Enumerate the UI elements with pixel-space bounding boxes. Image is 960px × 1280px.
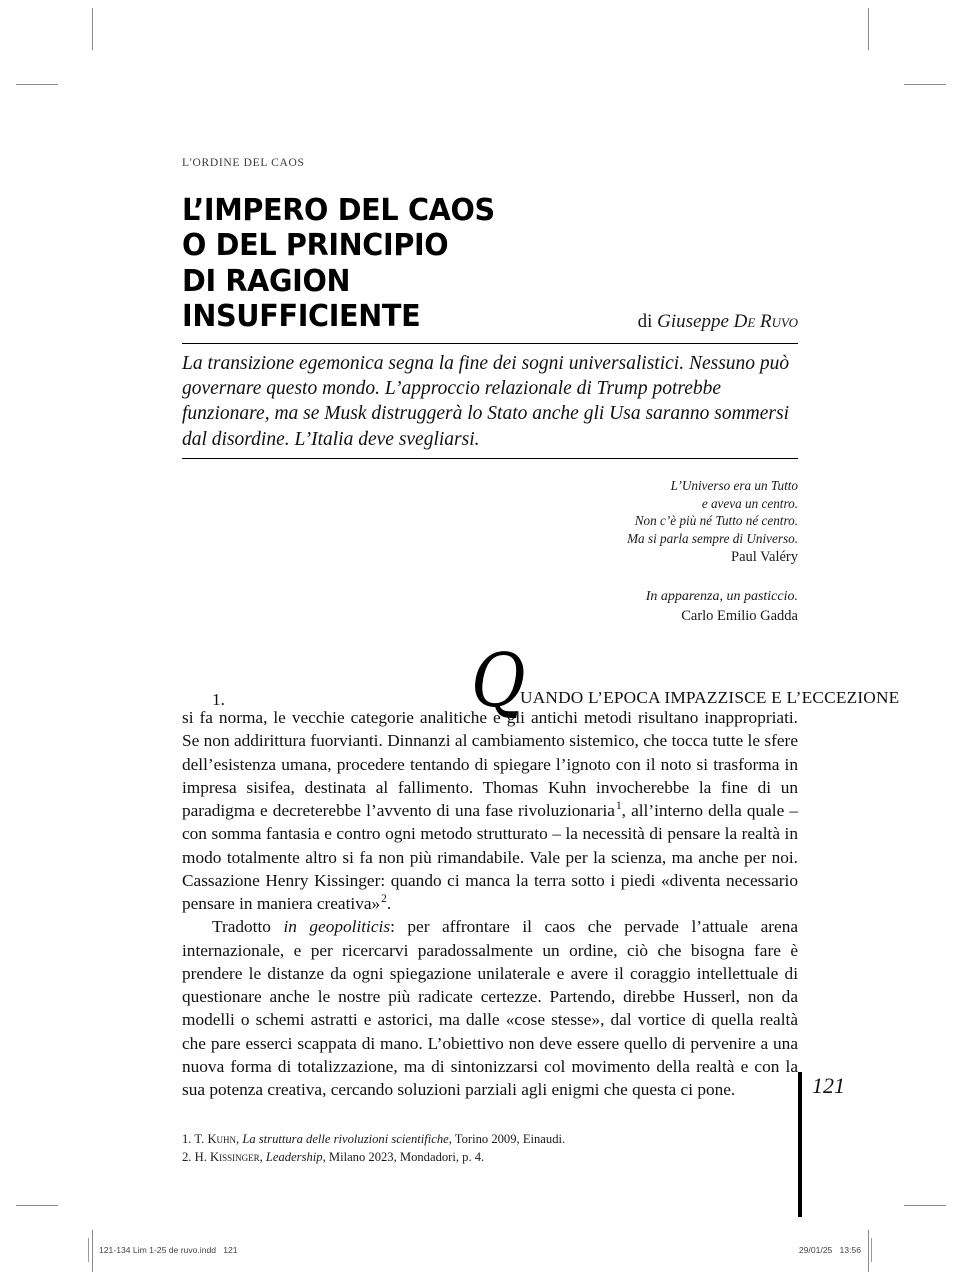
footnote-2-sep: , (259, 1149, 266, 1164)
footnote-1-rest: , Torino 2009, Einaudi. (448, 1132, 566, 1147)
footnote-2-work: Leadership (265, 1149, 323, 1164)
footnote-1-initial: T. (191, 1132, 208, 1147)
footnote-ref-2: 2 (381, 893, 387, 906)
epigraph-line: Non c’è più né Tutto né centro. (634, 513, 798, 529)
footnote-2-surname: Kissinger (210, 1149, 260, 1164)
epigraph-gadda (182, 588, 798, 626)
epigraph-attribution: Carlo Emilio Gadda (681, 607, 798, 624)
title-block (182, 193, 798, 335)
byline-surname: De Ruvo (733, 310, 798, 332)
slug-timestamp: 29/01/25 13:56 (798, 1245, 861, 1255)
paragraph-2-text-a: Tradotto (212, 917, 284, 937)
footnote-ref-1: 1 (615, 800, 622, 813)
paragraph-1-text-c: . (386, 894, 392, 914)
title-line-3: DI RAGION INSUFFICIENTE (182, 263, 421, 335)
crop-mark-bottom-left-horizontal (16, 1205, 58, 1206)
epigraph-line: Ma si parla sempre di Universo. (627, 530, 798, 546)
crop-mark-top-right-vertical (868, 8, 869, 50)
epigraph-attribution: Paul Valéry (731, 548, 798, 565)
crop-mark-top-left-horizontal (16, 84, 58, 85)
footnotes-block (182, 1131, 798, 1166)
footnote-2-initial: H. (191, 1149, 210, 1164)
footnote-1-sep: , (236, 1132, 243, 1147)
paragraph-1-text-a: si fa norma, le vecchie categorie analitiche e gli antichi metodi risultano inappropriati. Se non addirittura fuorvianti. Dinnanzi al cambiamento sistemico, che tocca tutte le sfere dell’esistenza umana, procedere tentando di spiegare l’ignoto con il noto si trasforma in impresa sisifea, destinata al fallimento. Thomas Kuhn invocherebbe la fine di un paradigma e decreterebbe l’avvento di una fase rivoluzionaria (182, 708, 798, 821)
rule-above-abstract (182, 343, 798, 344)
section-kicker: L'ORDINE DEL CAOS (182, 157, 305, 169)
footnote-2-rest: , Milano 2023, Mondadori, p. 4. (322, 1149, 485, 1164)
paragraph-1-text-b: , all’interno della quale – con somma fantasia e contro ogni metodo strutturato – la necessità di pensare la realtà in modo totalmente altro si fa non più rimandabile. Vale per la scienza, ma anche per noi. Cassazione Henry Kissinger: quando ci manca la terra sotto i piedi «diventa necessario pensare in maniera creativa» (182, 801, 798, 914)
epigraph-block (182, 477, 798, 626)
opening-line-block (182, 638, 900, 725)
footnote-1 (182, 1131, 798, 1148)
print-slug-footer (88, 1238, 872, 1262)
epigraph-valery (182, 477, 798, 567)
byline-first-name: Giuseppe (657, 310, 734, 332)
title-line-2: O DEL PRINCIPIO (182, 228, 449, 264)
epigraph-line: e aveva un centro. (701, 495, 798, 511)
crop-mark-top-left-vertical (92, 8, 93, 50)
epigraph-line: L’Universo era un Tutto (670, 477, 798, 493)
section-number: 1. (212, 690, 225, 710)
paragraph-2-text-b: : per affrontare il caos che pervade l’attuale arena internazionale, e per ricercarvi paradossalmente un ordine, ciò che bisogna fare è prendere le distanze da ogni spiegazione unilaterale e avere il coraggio intellettuale di questionare anche le nostre più radicate certezze. Partendo, direbbe Husserl, non da modelli o schemi astratti e astorici, ma dalle «cose stesse», dal vortice di quella realtà che pare esserci scappata di mano. L’obiettivo non deve essere quello di pervenire a una nuova forma di totalizzazione, ma di sintonizzarsi col movimento della realtà e con la sua potenza creativa, cercando soluzioni parziali agli enigmi che questa ci pone. (182, 917, 798, 1100)
slug-filename: 121-134 Lim 1-25 de ruvo.indd 121 (99, 1245, 238, 1255)
author-byline (638, 311, 798, 333)
rule-below-abstract (182, 458, 798, 459)
article-abstract: La transizione egemonica segna la fine dei sogni universalistici. Nessuno può governare questo mondo. L’approccio relazionale di Trump potrebbe funzionare, ma se Musk distruggerà lo Stato anche gli Usa saranno sommersi dal disordine. L’Italia deve svegliarsi. (182, 352, 790, 450)
crop-mark-bottom-right-horizontal (904, 1205, 946, 1206)
paragraph-2 (182, 915, 798, 1101)
folio-rule (798, 1072, 802, 1217)
footnote-2-number: 2. (182, 1149, 192, 1164)
footnote-1-work: La struttura delle rivoluzioni scientifiche (242, 1132, 449, 1147)
page-number: 121 (812, 1073, 845, 1098)
footnote-1-surname: Kuhn (207, 1132, 237, 1147)
title-line-1: L’IMPERO DEL CAOS (182, 193, 495, 228)
epigraph-line: In apparenza, un pasticcio. (645, 589, 798, 605)
crop-mark-top-right-horizontal (904, 84, 946, 85)
paragraph-2-italic-phrase: in geopoliticis (283, 917, 391, 937)
byline-preposition: di (637, 310, 658, 332)
footnote-1-number: 1. (182, 1132, 192, 1147)
opening-small-caps: UANDO L’EPOCA IMPAZZISCE E L’ECCEZIONE (520, 688, 900, 708)
paragraph-1 (182, 706, 798, 915)
page-title (182, 193, 586, 335)
footnote-2 (182, 1149, 798, 1166)
drop-cap-q: Q (471, 638, 526, 725)
